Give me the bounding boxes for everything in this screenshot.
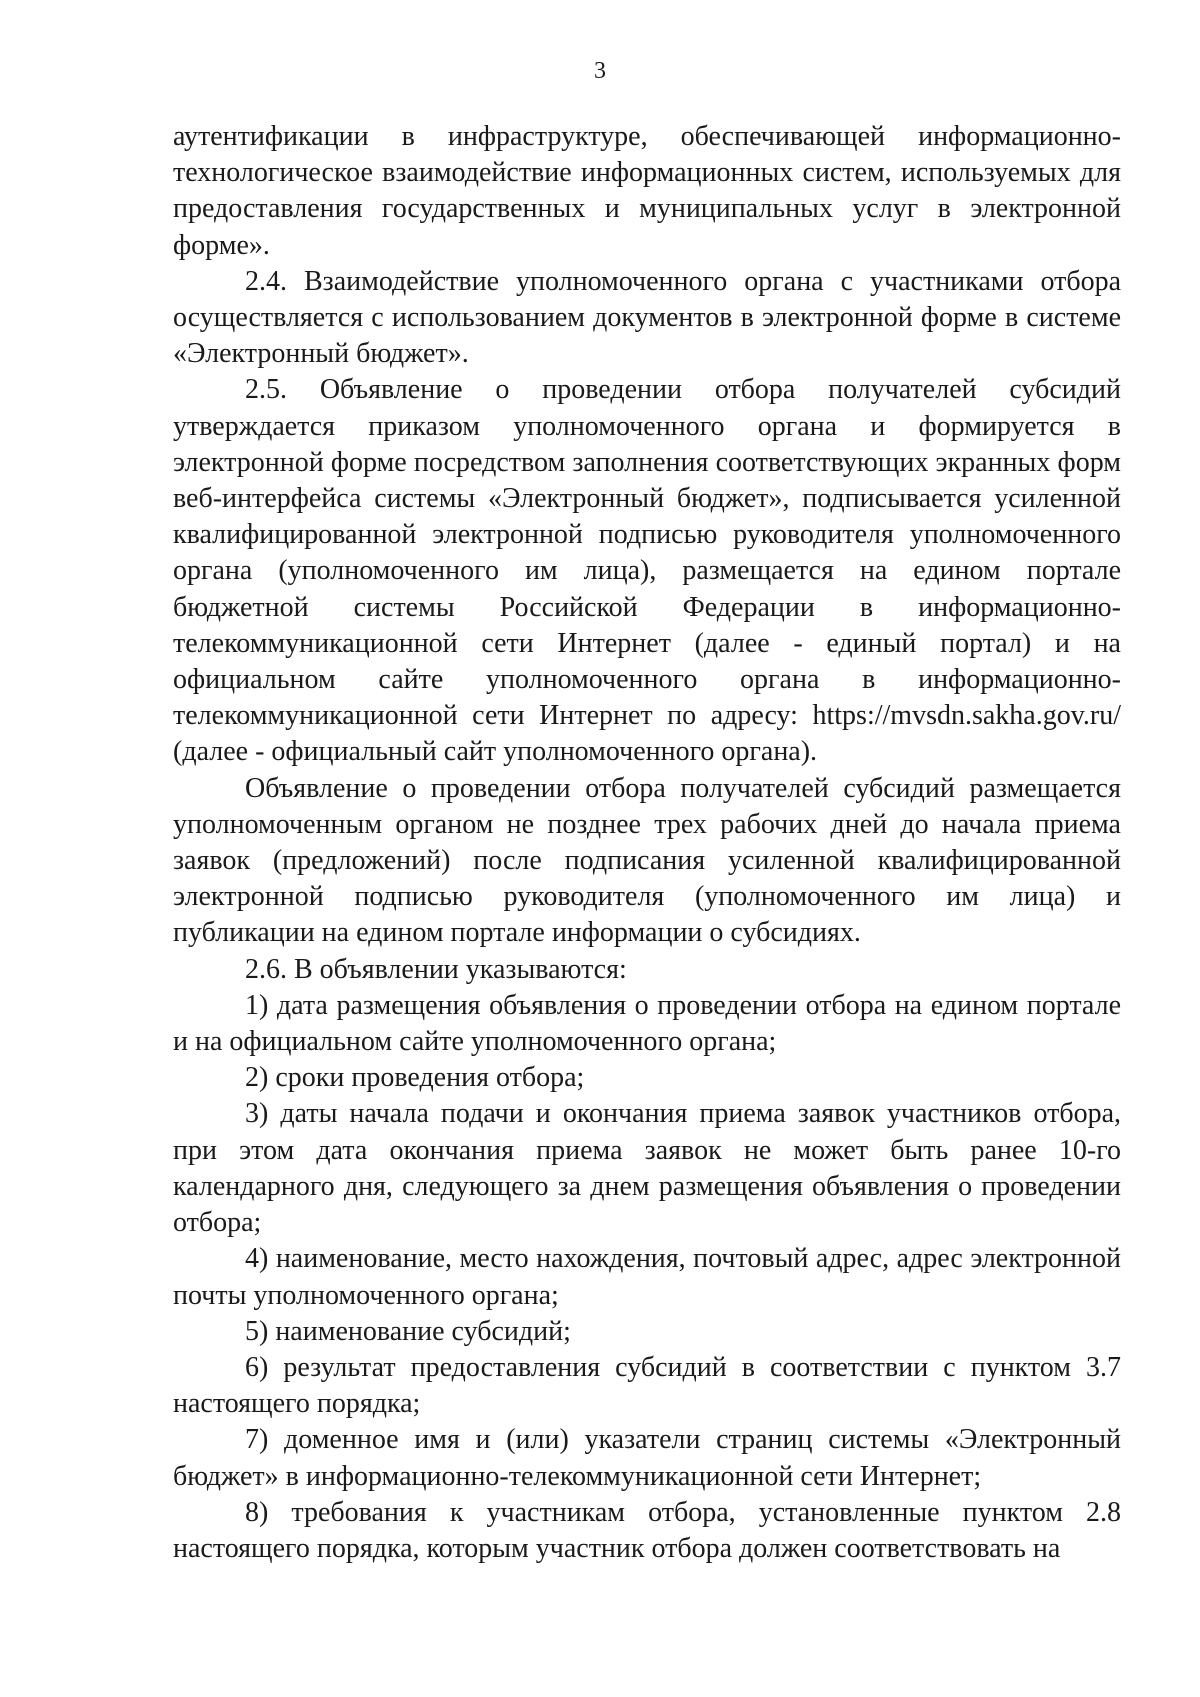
- list-item-5: 5) наименование субсидий;: [245, 1315, 571, 1347]
- paragraph-2-6: 2.6. В объявлении указываются:: [245, 953, 627, 985]
- paragraph-2-4: 2.4. Взаимодействие уполномоченного органа с участниками отбора осуществляется с использованием документов в электронной форме в системе «Электронный бюджет».: [173, 265, 1121, 370]
- list-item-8: 8) требования к участникам отбора, установленные пунктом 2.8 настоящего порядка, которым участник отбора должен соответствовать на: [173, 1496, 1121, 1564]
- list-item-7: 7) доменное имя и (или) указатели страниц системы «Электронный бюджет» в информационно-телекоммуникационной сети Интернет;: [173, 1424, 1121, 1492]
- paragraph-authentication-continuation: аутентификации в инфраструктуре, обеспечивающей информационно-технологическое взаимодействие информационных систем, используемых для предоставления государственных и муниципальных услуг в электронной форме».: [173, 121, 1121, 261]
- document-body: [173, 119, 1121, 1567]
- page-number: 3: [594, 58, 606, 84]
- paragraph-2-5: 2.5. Объявление о проведении отбора получателей субсидий утверждается приказом уполномоченного органа и формируется в электронной форме посредством заполнения соответствующих экранных форм веб-интерфейса системы «Электронный бюджет», подписывается усиленной квалифицированной электронной подписью руководителя уполномоченного органа (уполномоченного им лица), размещается на едином портале бюджетной системы Российской Федерации в информационно-телекоммуникационной сети Интернет (далее - единый портал) и на официальном сайте уполномоченного органа в информационно-телекоммуникационной сети Интернет по адресу: https://mvsdn.sakha.gov.ru/ (далее - официальный сайт уполномоченного органа).: [173, 374, 1121, 768]
- list-item-1: 1) дата размещения объявления о проведении отбора на едином портале и на официальном сайте уполномоченного органа;: [173, 989, 1121, 1058]
- paragraph-announcement-placement: Объявление о проведении отбора получателей субсидий размещается уполномоченным органом не позднее трех рабочих дней до начала приема заявок (предложений) после подписания усиленной квалифицированной электронной подписью руководителя (уполномоченного им лица) и публикации на едином портале информации о субсидиях.: [173, 772, 1121, 949]
- list-item-2: 2) сроки проведения отбора;: [245, 1062, 585, 1094]
- list-item-4: 4) наименование, место нахождения, почтовый адрес, адрес электронной почты уполномоченного органа;: [173, 1243, 1121, 1311]
- list-item-6: 6) результат предоставления субсидий в соответствии с пунктом 3.7 настоящего порядка;: [173, 1351, 1121, 1420]
- list-item-3: 3) даты начала подачи и окончания приема заявок участников отбора, при этом дата окончания приема заявок не может быть ранее 10-го календарного дня, следующего за днем размещения объявления о проведении отбора;: [173, 1098, 1121, 1239]
